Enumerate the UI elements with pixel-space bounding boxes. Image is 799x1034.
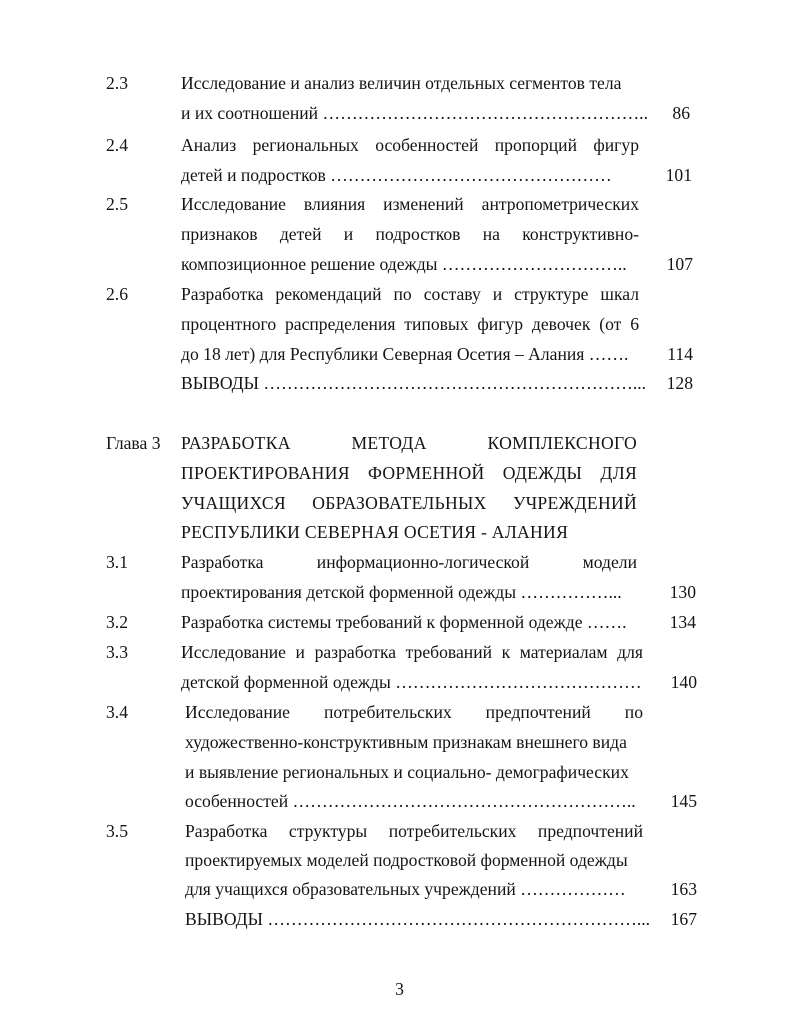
toc-entry-title-line: признаков детей и подростков на конструктивно- bbox=[181, 224, 639, 244]
toc-entry-page: 114 bbox=[667, 344, 693, 364]
toc-entry-title-line: детской форменной одежды …………………………………… bbox=[181, 672, 642, 692]
toc-entry-title-line: и их соотношений ……………………………………………….. bbox=[181, 103, 648, 123]
toc-entry-title-line: Анализ региональных особенностей пропорций фигур bbox=[181, 135, 639, 155]
toc-entry-number: 3.2 bbox=[106, 612, 128, 632]
toc-entry-title-line: художественно-конструктивным признакам внешнего вида bbox=[185, 732, 627, 752]
chapter-title-line: РАЗРАБОТКА МЕТОДА КОМПЛЕКСНОГО bbox=[181, 433, 637, 453]
toc-entry-page: 107 bbox=[666, 254, 693, 274]
toc-entry-page: 140 bbox=[670, 672, 697, 692]
toc-entry-page: 145 bbox=[670, 791, 697, 811]
toc-entry-number: 2.5 bbox=[106, 194, 128, 214]
chapter-label: Глава 3 bbox=[106, 433, 161, 453]
toc-entry-number: 3.5 bbox=[106, 821, 128, 841]
toc-entry-title-line: до 18 лет) для Республики Северная Осетия – Алания ……. bbox=[181, 344, 629, 364]
toc-entry-page: 101 bbox=[665, 165, 692, 185]
toc-entry-title-line: детей и подростков ………………………………………… bbox=[181, 165, 612, 185]
toc-entry-title-line: процентного распределения типовых фигур девочек (от 6 bbox=[181, 314, 639, 334]
toc-entry-number: 2.4 bbox=[106, 135, 128, 155]
chapter-title-line: УЧАЩИХСЯ ОБРАЗОВАТЕЛЬНЫХ УЧРЕЖДЕНИЙ bbox=[181, 493, 637, 513]
chapter-title-line: ПРОЕКТИРОВАНИЯ ФОРМЕННОЙ ОДЕЖДЫ ДЛЯ bbox=[181, 463, 637, 483]
toc-entry-title-line: Исследование и анализ величин отдельных сегментов тела bbox=[181, 73, 622, 93]
toc-entry-title-line: Исследование влияния изменений антропометрических bbox=[181, 194, 639, 214]
toc-entry-title-line: Исследование и разработка требований к материалам для bbox=[181, 642, 643, 662]
toc-entry-title-line: Разработка рекомендаций по составу и структуре шкал bbox=[181, 284, 639, 304]
toc-entry-page: 134 bbox=[669, 612, 696, 632]
toc-entry-page: 86 bbox=[672, 103, 690, 123]
toc-entry-title-line: Разработка структуры потребительских предпочтений bbox=[185, 821, 643, 841]
toc-entry-number: 3.1 bbox=[106, 552, 128, 572]
toc-entry-number: 3.3 bbox=[106, 642, 128, 662]
toc-entry-title-line: и выявление региональных и социально- демографических bbox=[185, 762, 629, 782]
page-number: 3 bbox=[395, 979, 404, 999]
toc-entry-title-line: особенностей ………………………………………………….. bbox=[185, 791, 636, 811]
chapter-title-line: РЕСПУБЛИКИ СЕВЕРНАЯ ОСЕТИЯ - АЛАНИЯ bbox=[181, 522, 569, 542]
toc-conclusions-title: ВЫВОДЫ ………………………………………………………... bbox=[185, 909, 651, 929]
toc-entry-number: 2.3 bbox=[106, 73, 128, 93]
toc-entry-page: 130 bbox=[669, 582, 696, 602]
toc-conclusions-title: ВЫВОДЫ ………………………………………………………... bbox=[181, 373, 647, 393]
toc-entry-title-line: проектирования детской форменной одежды ……………... bbox=[181, 582, 622, 602]
toc-entry-title-line: для учащихся образовательных учреждений ……………… bbox=[185, 879, 626, 899]
toc-entry-page: 128 bbox=[666, 373, 693, 393]
toc-entry-number: 2.6 bbox=[106, 284, 128, 304]
toc-entry-page: 163 bbox=[670, 879, 697, 899]
toc-entry-title-line: Исследование потребительских предпочтений по bbox=[185, 702, 643, 722]
toc-entry-title-line: Разработка информационно-логической модели bbox=[181, 552, 637, 572]
toc-entry-number: 3.4 bbox=[106, 702, 128, 722]
toc-entry-page: 167 bbox=[670, 909, 697, 929]
toc-entry-title-line: проектируемых моделей подростковой форменной одежды bbox=[185, 850, 628, 870]
toc-entry-title-line: композиционное решение одежды ………………………….. bbox=[181, 254, 627, 274]
toc-entry-title-line: Разработка системы требований к форменной одежде ……. bbox=[181, 612, 627, 632]
